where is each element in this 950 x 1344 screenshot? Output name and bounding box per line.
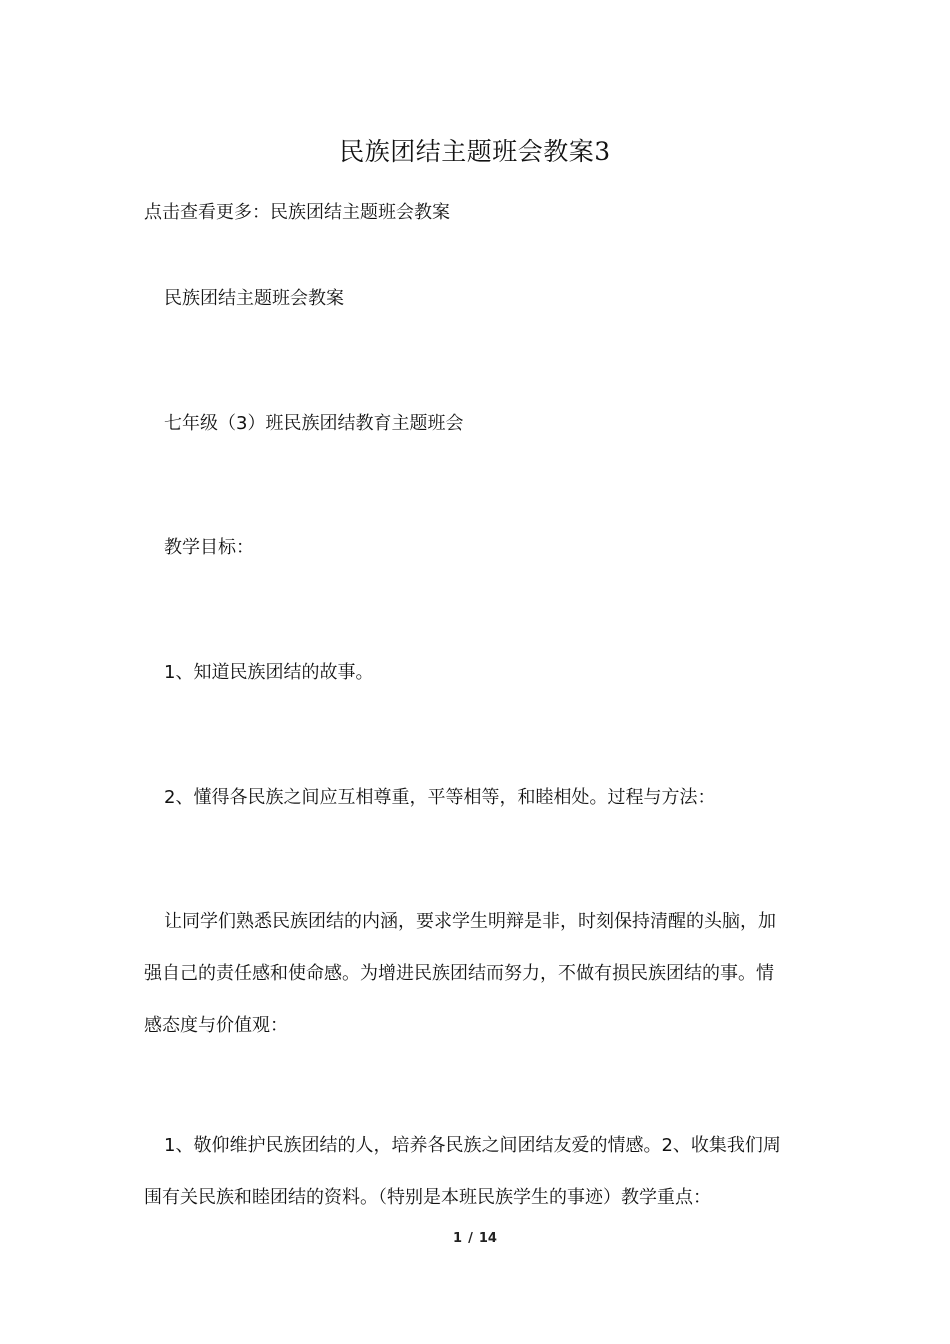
paragraph-2-line-1: 1、敬仰维护民族团结的人，培养各民族之间团结友爱的情感。2、收集我们周 <box>164 1135 781 1156</box>
document-title: 民族团结主题班会教案3 <box>339 137 611 166</box>
paragraph-1-line-2: 强自己的责任感和使命感。为增进民族团结而努力，不做有损民族团结的事。情 <box>144 963 774 984</box>
current-page-number: 1 <box>453 1231 463 1246</box>
goal-2: 2、懂得各民族之间应互相尊重，平等相等，和睦相处。过程与方法： <box>164 787 716 808</box>
more-link[interactable]: 点击查看更多：民族团结主题班会教案 <box>144 202 450 223</box>
total-pages-number: 14 <box>478 1231 497 1246</box>
objectives-label: 教学目标： <box>164 537 254 558</box>
class-line: 七年级（3）班民族团结教育主题班会 <box>164 413 464 434</box>
page-indicator <box>0 1229 950 1249</box>
goal-1: 1、知道民族团结的故事。 <box>164 662 374 683</box>
paragraph-1-line-1: 让同学们熟悉民族团结的内涵，要求学生明辩是非，时刻保持清醒的头脑，加 <box>164 911 776 932</box>
paragraph-1-line-3: 感态度与价值观： <box>144 1015 288 1036</box>
page-separator: / <box>468 1231 473 1246</box>
section-heading: 民族团结主题班会教案 <box>164 288 344 309</box>
paragraph-2-line-2: 围有关民族和睦团结的资料。（特别是本班民族学生的事迹）教学重点： <box>144 1187 711 1208</box>
